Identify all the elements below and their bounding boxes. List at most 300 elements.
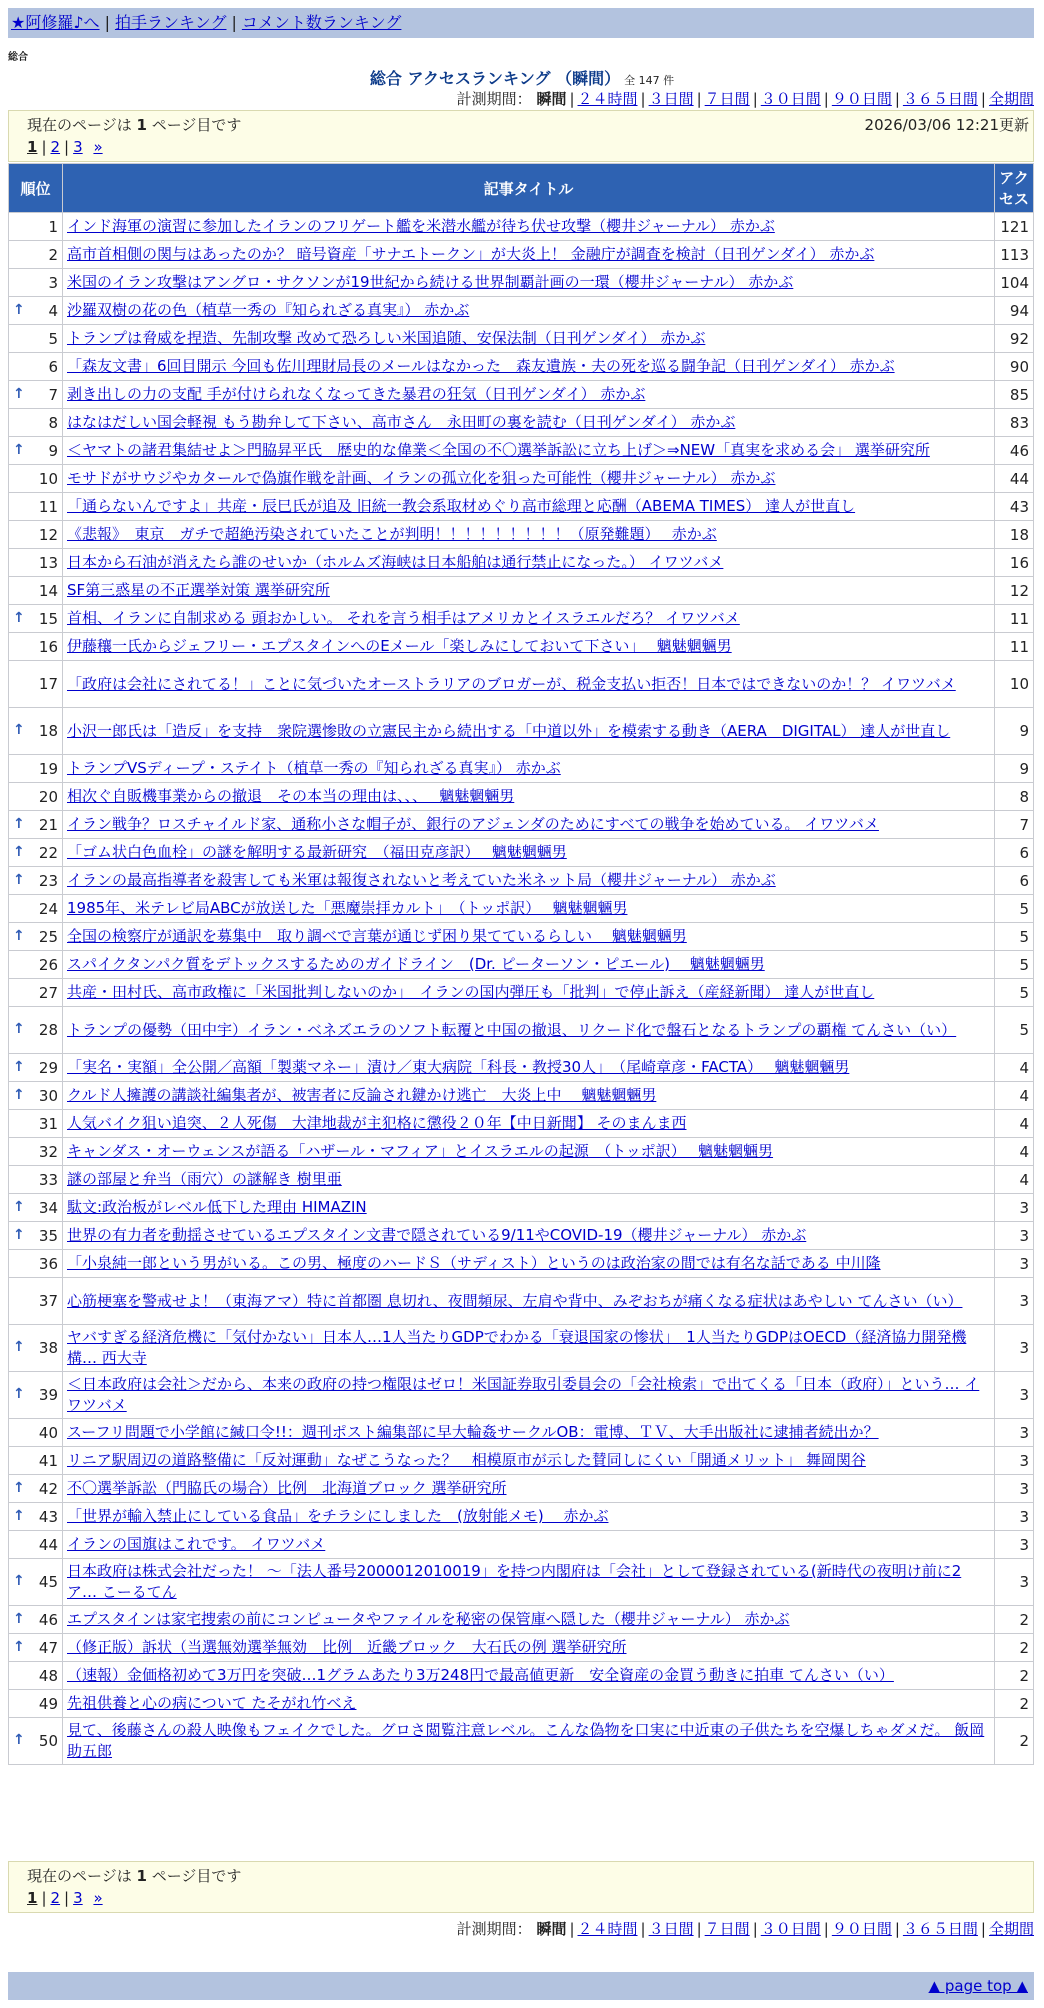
rank-number: 29 — [38, 1058, 58, 1077]
table-row — [9, 577, 1033, 604]
rank-cell — [9, 839, 62, 866]
rank-cell — [9, 755, 62, 782]
period-label: 計測期間： — [456, 1920, 532, 1938]
rank-number: 42 — [38, 1479, 58, 1498]
access-count: 104 — [995, 269, 1033, 296]
rank-number: 1 — [48, 217, 58, 236]
pager-next-link[interactable]: » — [93, 1889, 103, 1907]
rank-up-arrow-icon: ↑ — [13, 722, 25, 738]
access-count: 18 — [995, 521, 1033, 548]
rank-number: 21 — [38, 815, 58, 834]
rank-cell — [9, 1166, 62, 1193]
period-option-link[interactable]: ９０日間 — [831, 90, 892, 108]
rank-cell — [9, 1138, 62, 1165]
top-nav-bar — [8, 8, 1034, 38]
rank-number: 26 — [38, 955, 58, 974]
access-count: 2 — [995, 1718, 1033, 1764]
title-cell — [63, 213, 994, 240]
access-count: 6 — [995, 839, 1033, 866]
pager-separator: | — [64, 138, 70, 156]
rank-cell — [9, 708, 62, 754]
rank-cell — [9, 1222, 62, 1249]
rank-number: 37 — [38, 1292, 58, 1310]
period-option-link[interactable]: 全期間 — [988, 90, 1034, 108]
rank-cell — [9, 1194, 62, 1221]
access-count: 3 — [995, 1503, 1033, 1530]
rank-cell — [9, 1250, 62, 1277]
rank-number: 2 — [48, 245, 58, 264]
article-title-link[interactable]: モサドがサウジやカタールで偽旗作戦を計画、イランの孤立化を狙った可能性（櫻井ジャーナル） 赤かぶ — [67, 469, 776, 487]
rank-number: 3 — [48, 273, 58, 292]
period-option-link[interactable]: ３日間 — [648, 90, 694, 108]
table-row — [9, 549, 1033, 576]
period-option-link[interactable]: ３６５日間 — [902, 1920, 978, 1938]
period-separator: | — [823, 90, 829, 108]
article-title-link[interactable]: トランプは脅威を捏造、先制攻撃 改めて恐ろしい米国追随、安保法制（日刊ゲンダイ） 赤かぶ — [67, 329, 706, 347]
period-option-link[interactable]: ７日間 — [704, 90, 750, 108]
title-cell — [63, 811, 994, 838]
rank-number: 15 — [38, 609, 58, 628]
article-title-link[interactable]: クルド人擁護の講談社編集者が、被害者に反論され鍵かけ逃亡 大炎上中 魑魅魍魎男 — [67, 1086, 657, 1104]
article-title-link[interactable]: 米国のイラン攻撃はアングロ・サクソンが19世紀から続ける世界制覇計画の一環（櫻井ジャーナル） 赤かぶ — [67, 273, 794, 291]
rank-up-arrow-icon: ↑ — [13, 1638, 25, 1655]
period-separator: | — [696, 1920, 702, 1938]
article-title-link[interactable]: 「世界が輸入禁止にしている食品」をチラシにしました (放射能メモ) 赤かぶ — [67, 1507, 609, 1525]
article-title-link[interactable]: スーフリ問題で小学館に緘口令!!：週刊ポスト編集部に早大輪姦サークルOB：電博、ＴＶ、大手出版社に逮捕者続出か？ — [67, 1423, 879, 1441]
table-row — [9, 1194, 1033, 1221]
rank-number: 19 — [38, 759, 58, 778]
category-label: 総合 — [8, 52, 28, 63]
rank-up-arrow-icon: ↑ — [13, 1386, 25, 1402]
rank-up-arrow-icon: ↑ — [13, 1339, 25, 1355]
title-cell — [63, 1194, 994, 1221]
article-title-link[interactable]: 駄文:政治板がレベル低下した理由 HIMAZIN — [67, 1198, 367, 1216]
nav-separator: | — [231, 13, 237, 32]
bottom-bar — [8, 1972, 1034, 2000]
title-cell — [63, 1166, 994, 1193]
access-count: 83 — [995, 409, 1033, 436]
article-title-link[interactable]: 高市首相側の関与はあったのか？ 暗号資産「サナエトークン」が大炎上！ 金融庁が調査を検討（日刊ゲンダイ） 赤かぶ — [67, 245, 875, 263]
article-title-link[interactable]: はなはだしい国会軽視 もう勘弁して下さい、高市さん 永田町の裏を読む（日刊ゲンダイ） 赤かぶ — [67, 413, 736, 431]
rank-cell — [9, 895, 62, 922]
article-title-link[interactable]: 首相、イランに自制求める 頭おかしい。 それを言う相手はアメリカとイスラエルだろ？ イワツバメ — [67, 609, 740, 627]
rank-number: 41 — [38, 1451, 58, 1470]
table-row — [9, 1606, 1033, 1633]
rank-cell — [9, 241, 62, 268]
access-count: 3 — [995, 1559, 1033, 1605]
page-top-link[interactable]: ▲ page top ▲ — [928, 1977, 1028, 1995]
title-cell — [63, 409, 994, 436]
period-separator: | — [640, 1920, 646, 1938]
rank-number: 9 — [48, 441, 58, 460]
access-count: 3 — [995, 1475, 1033, 1502]
table-row — [9, 979, 1033, 1006]
rank-cell — [9, 1372, 62, 1418]
rank-cell — [9, 783, 62, 810]
article-title-link[interactable]: ＜ヤマトの諸君集結せよ＞門脇昇平氏 歴史的な偉業＜全国の不〇選挙訴訟に立ち上げ＞⇒NEW「真実を求める会」 選挙研究所 — [67, 441, 930, 459]
access-count: 9 — [995, 708, 1033, 754]
period-option-link[interactable]: ２４時間 — [577, 1920, 638, 1938]
title-cell — [63, 241, 994, 268]
rank-number: 8 — [48, 413, 58, 432]
table-row — [9, 521, 1033, 548]
period-option-link[interactable]: ３０日間 — [760, 90, 821, 108]
title-cell — [63, 1372, 994, 1418]
title-cell — [63, 839, 994, 866]
title-cell — [63, 867, 994, 894]
period-selector-top — [457, 88, 1034, 109]
asyura-home-link[interactable]: ★阿修羅♪へ — [11, 13, 100, 32]
title-cell — [63, 1325, 994, 1371]
title-cell — [63, 979, 994, 1006]
rank-number: 46 — [38, 1610, 58, 1629]
rank-number: 45 — [38, 1573, 58, 1591]
table-row — [9, 895, 1033, 922]
rank-number: 43 — [38, 1507, 58, 1526]
table-row — [9, 951, 1033, 978]
table-row — [9, 437, 1033, 464]
rank-number: 50 — [38, 1732, 58, 1750]
title-cell — [63, 1222, 994, 1249]
access-count: 2 — [995, 1606, 1033, 1633]
article-title-link[interactable]: 相次ぐ自販機事業からの撤退 その本当の理由は、、、 魑魅魍魎男 — [67, 787, 515, 805]
table-row — [9, 1325, 1033, 1371]
table-row — [9, 381, 1033, 408]
article-title-link[interactable]: 1985年、米テレビ局ABCが放送した「悪魔崇拝カルト」 （トッポ訳） 魑魅魍魎男 — [67, 899, 628, 917]
rank-number: 48 — [38, 1666, 58, 1685]
rank-number: 25 — [38, 927, 58, 946]
article-title-link[interactable]: イラン戦争？ロスチャイルド家、通称小さな帽子が、銀行のアジェンダのためにすべての戦争を始めている。 イワツバメ — [67, 815, 879, 833]
rank-number: 11 — [38, 497, 58, 516]
current-page-text: 現在のページは 1 ページ目です — [27, 116, 242, 134]
rank-number: 30 — [38, 1086, 58, 1105]
period-option-link[interactable]: ７日間 — [704, 1920, 750, 1938]
rank-number: 4 — [48, 301, 58, 320]
period-option-link[interactable]: ２４時間 — [577, 90, 638, 108]
rank-up-arrow-icon: ↑ — [13, 441, 25, 458]
rank-number: 13 — [38, 553, 58, 572]
rank-cell — [9, 213, 62, 240]
rank-cell — [9, 1531, 62, 1558]
article-title-link[interactable]: リニア駅周辺の道路整備に「反対運動」なぜこうなった？ 相模原市が示した賛同しにくい「開通メリット」 舞岡関谷 — [67, 1451, 866, 1469]
access-count: 5 — [995, 923, 1033, 950]
access-count: 3 — [995, 1419, 1033, 1446]
article-title-link[interactable]: SF第三惑星の不正選挙対策 選挙研究所 — [67, 581, 330, 599]
period-label: 計測期間： — [456, 90, 532, 108]
title-cell — [63, 1054, 994, 1081]
table-row — [9, 867, 1033, 894]
access-count: 4 — [995, 1166, 1033, 1193]
table-row — [9, 783, 1033, 810]
rank-up-arrow-icon: ↑ — [13, 1086, 25, 1103]
access-count: 3 — [995, 1447, 1033, 1474]
rank-number: 5 — [48, 329, 58, 348]
period-separator: | — [640, 90, 646, 108]
article-title-link[interactable]: 謎の部屋と弁当（雨穴）の謎解き 樹里亜 — [67, 1170, 342, 1188]
rank-number: 36 — [38, 1254, 58, 1273]
period-option-link[interactable]: ９０日間 — [831, 1920, 892, 1938]
table-row — [9, 1054, 1033, 1081]
title-cell — [63, 1138, 994, 1165]
article-title-link[interactable]: キャンダス・オーウェンスが語る「ハザール・マフィア」とイスラエルの起源 （トッポ訳） 魑魅魍魎男 — [67, 1142, 774, 1160]
table-row — [9, 708, 1033, 754]
access-count: 9 — [995, 755, 1033, 782]
rank-up-arrow-icon: ↑ — [13, 815, 25, 832]
article-title-link[interactable]: 日本から石油が消えたら誰のせいか（ホルムズ海峡は日本船舶は通行禁止になった。） イワツバメ — [67, 553, 724, 571]
clap-ranking-link[interactable]: 拍手ランキング — [114, 13, 227, 32]
title-cell — [63, 1007, 994, 1053]
rank-number: 40 — [38, 1423, 58, 1442]
period-option-link[interactable]: ３日間 — [648, 1920, 694, 1938]
table-row — [9, 1718, 1033, 1764]
title-cell — [63, 783, 994, 810]
table-row — [9, 1531, 1033, 1558]
rank-up-arrow-icon: ↑ — [13, 1198, 25, 1215]
rank-number: 44 — [38, 1535, 58, 1554]
table-row — [9, 353, 1033, 380]
title-cell — [63, 465, 994, 492]
rank-cell — [9, 1325, 62, 1371]
title-cell — [63, 1503, 994, 1530]
table-row — [9, 493, 1033, 520]
rank-cell — [9, 923, 62, 950]
article-title-link[interactable]: 日本政府は株式会社だった！ ～「法人番号2000012010019」を持つ内閣府は「会社」として登録されている(新時代の夜明け前に2ア… こーるてん — [67, 1562, 962, 1601]
article-title-link[interactable]: ＜日本政府は会社＞だから、本来の政府の持つ権限はゼロ！米国証券取引委員会の「会社検索」で出てくる「日本（政府）」という… イワツバメ — [67, 1375, 980, 1414]
article-title-link[interactable]: 小沢一郎氏は「造反」を支持 衆院選惨敗の立憲民主から続出する「中道以外」を模索する動き（AERA DIGITAL） 達人が世直し — [67, 721, 951, 740]
rank-number: 49 — [38, 1694, 58, 1713]
page-info-top — [8, 110, 1034, 162]
title-cell — [63, 605, 994, 632]
article-title-link[interactable]: 剥き出しの力の支配 手が付けられなくなってきた暴君の狂気（日刊ゲンダイ） 赤かぶ — [67, 385, 646, 403]
rank-number: 7 — [48, 385, 58, 404]
period-option-link[interactable]: 全期間 — [988, 1920, 1034, 1938]
pager-next-link[interactable]: » — [93, 138, 103, 156]
article-title-link[interactable]: イランの国旗はこれです。 イワツバメ — [67, 1535, 326, 1553]
title-cell — [63, 1278, 994, 1324]
access-count: 3 — [995, 1531, 1033, 1558]
access-count: 5 — [995, 1007, 1033, 1053]
period-separator: | — [980, 90, 986, 108]
table-row — [9, 465, 1033, 492]
article-title-link[interactable]: 不〇選挙訴訟（門脇氏の場合）比例 北海道ブロック 選挙研究所 — [67, 1479, 507, 1497]
rank-cell — [9, 1054, 62, 1081]
table-row — [9, 755, 1033, 782]
rank-up-arrow-icon: ↑ — [13, 1226, 25, 1243]
article-title-link[interactable]: 「森友文書」6回目開示 今回も佐川理財局長のメールはなかった 森友遺族・夫の死を巡る闘争記（日刊ゲンダイ） 赤かぶ — [67, 357, 895, 375]
title-cell — [63, 1559, 994, 1605]
rank-cell — [9, 577, 62, 604]
pager-page-link[interactable]: 3 — [73, 138, 83, 156]
access-count: 2 — [995, 1690, 1033, 1717]
title-cell — [63, 1634, 994, 1661]
rank-number: 35 — [38, 1226, 58, 1245]
article-title-link[interactable]: 《悲報》 東京 ガチで超絶汚染されていたことが判明！！！！！！！！！（原発難題） 赤かぶ — [67, 525, 717, 543]
rank-number: 39 — [38, 1386, 58, 1404]
table-row — [9, 923, 1033, 950]
title-cell — [63, 1690, 994, 1717]
title-cell — [63, 577, 994, 604]
comment-ranking-link[interactable]: コメント数ランキング — [241, 13, 402, 32]
access-count: 4 — [995, 1138, 1033, 1165]
access-count: 11 — [995, 605, 1033, 632]
article-title-link[interactable]: 伊藤穰一氏からジェフリー・エプスタインへのEメール「楽しみにしておいて下さい」 魑魅魍魎男 — [67, 637, 732, 655]
article-title-link[interactable]: 「政府は会社にされてる！」ことに気づいたオーストラリアのブロガーが、税金支払い拒否！日本ではできないのか！？ イワツバメ — [67, 674, 956, 693]
table-row — [9, 269, 1033, 296]
article-title-link[interactable]: 共産・田村氏、高市政権に「米国批判しないのか」 イランの国内弾圧も「批判」で停止訴え（産経新聞） 達人が世直し — [67, 983, 875, 1001]
pager-page-link[interactable]: 2 — [50, 138, 61, 156]
article-title-link[interactable]: トランプVSディープ・ステイト（植草一秀の『知られざる真実』） 赤かぶ — [67, 759, 561, 777]
article-title-link[interactable]: 「ゴム状白色血栓」の謎を解明する最新研究 （福田克彦訳） 魑魅魍魎男 — [67, 843, 567, 861]
rank-number: 38 — [38, 1339, 58, 1357]
table-row — [9, 839, 1033, 866]
rank-cell — [9, 1559, 62, 1605]
rank-cell — [9, 465, 62, 492]
rank-cell — [9, 269, 62, 296]
rank-up-arrow-icon: ↑ — [13, 871, 25, 888]
rank-cell — [9, 811, 62, 838]
rank-up-arrow-icon: ↑ — [13, 385, 25, 402]
title-cell — [63, 381, 994, 408]
title-cell — [63, 325, 994, 352]
rank-number: 27 — [38, 983, 58, 1002]
period-option-link[interactable]: ３０日間 — [760, 1920, 821, 1938]
rank-up-arrow-icon: ↑ — [13, 301, 25, 318]
period-separator: | — [980, 1920, 986, 1938]
title-cell — [63, 353, 994, 380]
access-count: 10 — [995, 661, 1033, 707]
pager-current-page: 1 — [27, 138, 38, 156]
title-cell — [63, 1110, 994, 1137]
access-count: 5 — [995, 951, 1033, 978]
article-title-link[interactable]: ヤバすぎる経済危機に「気付かない」日本人…1人当たりGDPでわかる「衰退国家の惨状」 1人当たりGDPはOECD（経済協力開発機構… 西大寺 — [67, 1328, 967, 1367]
article-title-link[interactable]: （速報）金価格初めて3万円を突破…1グラムあたり3万248円で最高値更新 安全資産の金買う動きに拍車 てんさい（い） — [67, 1666, 894, 1684]
rank-up-arrow-icon: ↑ — [13, 927, 25, 944]
table-row — [9, 1503, 1033, 1530]
table-row — [9, 661, 1033, 707]
access-count: 46 — [995, 437, 1033, 464]
article-title-link[interactable]: イランの最高指導者を殺害しても米軍は報復されないと考えていた米ネット局（櫻井ジャーナル） 赤かぶ — [67, 871, 776, 889]
table-row — [9, 1007, 1033, 1053]
access-count: 4 — [995, 1082, 1033, 1109]
title-cell — [63, 923, 994, 950]
title-cell — [63, 1082, 994, 1109]
rank-up-arrow-icon: ↑ — [13, 843, 25, 860]
access-count: 6 — [995, 867, 1033, 894]
title-cell — [63, 297, 994, 324]
rank-cell — [9, 1690, 62, 1717]
article-title-link[interactable]: 「小泉純一郎という男がいる。この男、極度のハードＳ（サディスト）というのは政治家の間では有名な話である 中川隆 — [67, 1254, 881, 1272]
period-separator: | — [823, 1920, 829, 1938]
rank-number: 28 — [38, 1021, 58, 1039]
period-option-link[interactable]: ３６５日間 — [902, 90, 978, 108]
table-row — [9, 1166, 1033, 1193]
period-separator: | — [752, 90, 758, 108]
rank-cell — [9, 1278, 62, 1324]
title-cell — [63, 521, 994, 548]
article-title-link[interactable]: 「通らないんですよ」共産・辰巳氏が追及 旧統一教会系取材めぐり高市総理と応酬（ABEMA TIMES） 達人が世直し — [67, 497, 856, 515]
article-title-link[interactable]: エプスタインは家宅捜索の前にコンピュータやファイルを秘密の保管庫へ隠した（櫻井ジャーナル） 赤かぶ — [67, 1610, 790, 1628]
title-cell — [63, 269, 994, 296]
access-count: 7 — [995, 811, 1033, 838]
current-page-text: 現在のページは 1 ページ目です — [27, 1867, 242, 1885]
article-title-link[interactable]: 世界の有力者を動揺させているエプスタイン文書で隠されている9/11やCOVID-19（櫻井ジャーナル） 赤かぶ — [67, 1226, 807, 1244]
article-title-link[interactable]: 沙羅双樹の花の色（植草一秀の『知られざる真実』） 赤かぶ — [67, 301, 470, 319]
rank-cell — [9, 979, 62, 1006]
period-current: 瞬間 — [536, 90, 567, 108]
article-title-link[interactable]: （修正版）訴状（当選無効選挙無効 比例 近畿ブロック 大石氏の例 選挙研究所 — [67, 1638, 627, 1656]
rank-number: 20 — [38, 787, 58, 806]
title-cell — [63, 493, 994, 520]
table-row — [9, 1110, 1033, 1137]
rank-number: 22 — [38, 843, 58, 862]
access-count: 113 — [995, 241, 1033, 268]
title-cell — [63, 1606, 994, 1633]
rank-number: 33 — [38, 1170, 58, 1189]
ranking-table — [8, 163, 1034, 1765]
access-count: 16 — [995, 549, 1033, 576]
rank-number: 16 — [38, 637, 58, 656]
title-cell — [63, 1662, 994, 1689]
article-title-link[interactable]: トランプの優勢（田中宇）イラン・ベネズエラのソフト転覆と中国の撤退、リクード化で盤石となるトランプの覇権 てんさい（い） — [67, 1020, 957, 1039]
title-cell — [63, 549, 994, 576]
table-row — [9, 325, 1033, 352]
access-count: 8 — [995, 783, 1033, 810]
total-count: 全 147 件 — [624, 74, 675, 87]
article-title-link[interactable]: 見て、後藤さんの殺人映像もフェイクでした。グロさ閲覧注意レベル。こんな偽物を口実に中近東の子供たちを空爆しちゃダメだ。 飯岡助五郎 — [67, 1721, 985, 1760]
article-title-link[interactable]: 心筋梗塞を警戒せよ！（東海アマ）特に首都圏 息切れ、夜間頻尿、左肩や背中、みぞおちが痛くなる症状はあやしい てんさい（い） — [67, 1291, 963, 1310]
access-count: 11 — [995, 633, 1033, 660]
article-title-link[interactable]: 人気バイク狙い追突、２人死傷 大津地裁が主犯格に懲役２０年【中日新聞】 そのまんま西 — [67, 1114, 687, 1132]
table-row — [9, 1690, 1033, 1717]
updated-timestamp: 2026/03/06 12:21更新 — [864, 116, 1029, 134]
article-title-link[interactable]: インド海軍の演習に参加したイランのフリゲート艦を米潜水艦が待ち伏せ攻撃（櫻井ジャーナル） 赤かぶ — [67, 217, 775, 235]
pager-page-link[interactable]: 3 — [73, 1889, 83, 1907]
access-count: 2 — [995, 1662, 1033, 1689]
rank-up-arrow-icon: ↑ — [13, 1058, 25, 1075]
rank-cell — [9, 633, 62, 660]
rank-cell — [9, 605, 62, 632]
rank-cell — [9, 325, 62, 352]
rank-cell — [9, 1503, 62, 1530]
rank-cell — [9, 1634, 62, 1661]
article-title-link[interactable]: 先祖供養と心の病について たそがれ竹べえ — [67, 1694, 357, 1712]
table-row — [9, 1559, 1033, 1605]
rank-number: 47 — [38, 1638, 58, 1657]
pager-page-link[interactable]: 2 — [50, 1889, 61, 1907]
title-cell — [63, 437, 994, 464]
access-count: 5 — [995, 979, 1033, 1006]
title-cell — [63, 633, 994, 660]
rank-number: 34 — [38, 1198, 58, 1217]
rank-number: 12 — [38, 525, 58, 544]
title-cell — [63, 1531, 994, 1558]
access-count: 3 — [995, 1372, 1033, 1418]
article-title-link[interactable]: 「実名・実額」全公開／高額「製薬マネー」漬け／東大病院「科長・教授30人」 （尾崎章彦・FACTA） 魑魅魍魎男 — [67, 1058, 850, 1076]
title-cell — [63, 1718, 994, 1764]
access-count: 94 — [995, 297, 1033, 324]
title-cell — [63, 1250, 994, 1277]
table-row — [9, 1372, 1033, 1418]
table-row — [9, 605, 1033, 632]
title-cell — [63, 1475, 994, 1502]
ranking-title: 総合 アクセスランキング （瞬間） — [369, 69, 621, 88]
period-separator: | — [752, 1920, 758, 1938]
article-title-link[interactable]: スパイクタンパク質をデトックスするためのガイドライン (Dr. ピーターソン・ピエール) 魑魅魍魎男 — [67, 955, 765, 973]
rank-up-arrow-icon: ↑ — [13, 1732, 25, 1748]
rank-cell — [9, 549, 62, 576]
period-separator: | — [569, 90, 575, 108]
article-title-link[interactable]: 全国の検察庁が通訳を募集中 取り調べで言葉が通じず困り果てているらしい 魑魅魍魎男 — [67, 927, 687, 945]
